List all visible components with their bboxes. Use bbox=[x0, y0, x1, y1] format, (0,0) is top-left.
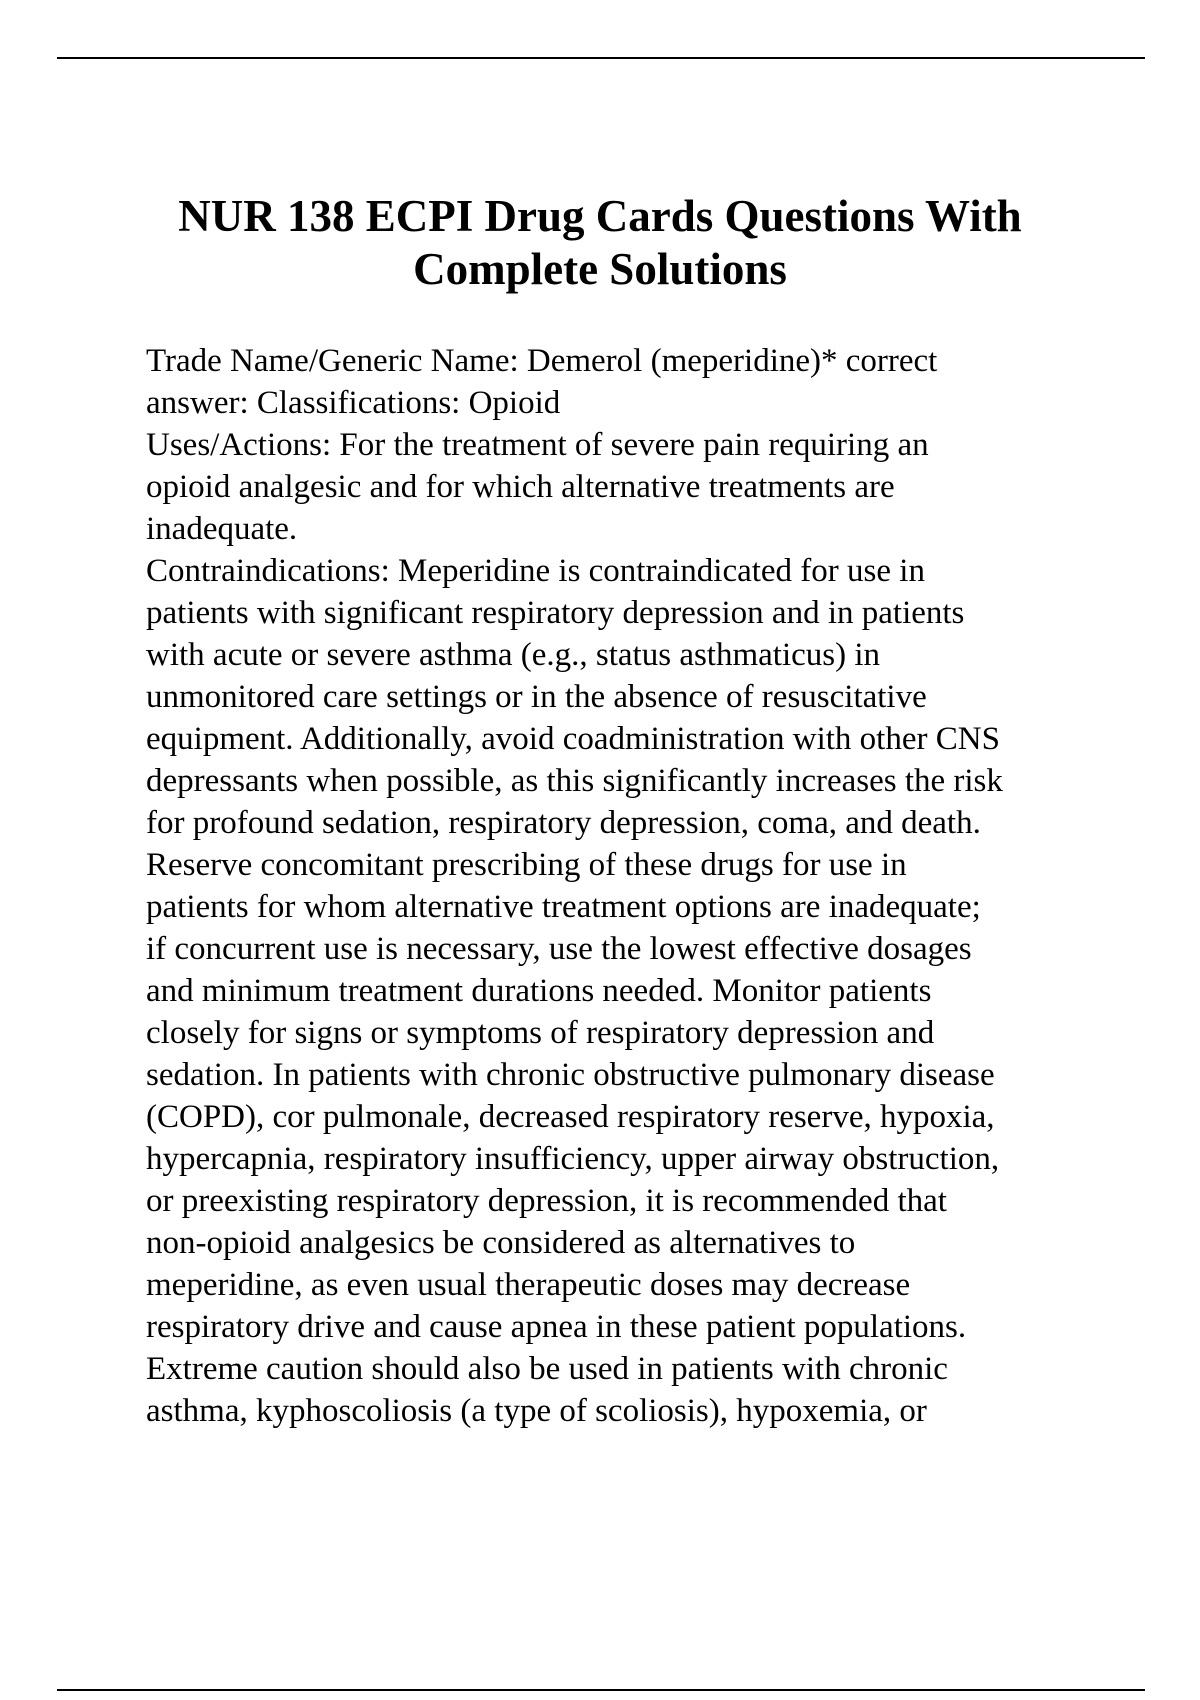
body-line: Trade Name/Generic Name: Demerol (meperidine)* correct bbox=[146, 343, 938, 379]
body-line: Reserve concomitant prescribing of these drugs for use in bbox=[146, 847, 907, 883]
body-line: with acute or severe asthma (e.g., status asthmaticus) in bbox=[146, 637, 881, 673]
body-line: asthma, kyphoscoliosis (a type of scoliosis), hypoxemia, or bbox=[146, 1393, 927, 1429]
body-line: answer: Classifications: Opioid bbox=[146, 385, 561, 421]
body-line: and minimum treatment durations needed. Monitor patients bbox=[146, 973, 932, 1009]
body-line: Contraindications: Meperidine is contraindicated for use in bbox=[146, 553, 925, 589]
body-line: Uses/Actions: For the treatment of severe pain requiring an bbox=[146, 427, 929, 463]
footer-rule bbox=[57, 1689, 1145, 1691]
header-rule bbox=[57, 57, 1145, 59]
body-line: Extreme caution should also be used in patients with chronic bbox=[146, 1351, 948, 1387]
body-line: respiratory drive and cause apnea in these patient populations. bbox=[146, 1309, 967, 1345]
title-line: Complete Solutions bbox=[413, 244, 787, 294]
body-line: meperidine, as even usual therapeutic doses may decrease bbox=[146, 1267, 911, 1303]
document-body bbox=[146, 340, 1096, 1432]
body-line: for profound sedation, respiratory depression, coma, and death. bbox=[146, 805, 981, 841]
body-line: non-opioid analgesics be considered as alternatives to bbox=[146, 1225, 856, 1261]
body-line: closely for signs or symptoms of respiratory depression and bbox=[146, 1015, 935, 1051]
body-line: (COPD), cor pulmonale, decreased respiratory reserve, hypoxia, bbox=[146, 1099, 995, 1135]
body-line: patients with significant respiratory depression and in patients bbox=[146, 595, 965, 631]
body-line: opioid analgesic and for which alternative treatments are bbox=[146, 469, 895, 505]
body-line: hypercapnia, respiratory insufficiency, upper airway obstruction, bbox=[146, 1141, 1000, 1177]
body-line: or preexisting respiratory depression, it is recommended that bbox=[146, 1183, 947, 1219]
title-line: NUR 138 ECPI Drug Cards Questions With bbox=[178, 191, 1022, 241]
document-title bbox=[100, 190, 1100, 296]
body-line: if concurrent use is necessary, use the lowest effective dosages bbox=[146, 931, 972, 967]
body-line: equipment. Additionally, avoid coadministration with other CNS bbox=[146, 721, 1000, 757]
body-line: depressants when possible, as this significantly increases the risk bbox=[146, 763, 1003, 799]
body-line: unmonitored care settings or in the absence of resuscitative bbox=[146, 679, 927, 715]
body-line: patients for whom alternative treatment options are inadequate; bbox=[146, 889, 981, 925]
body-line: inadequate. bbox=[146, 511, 298, 547]
body-line: sedation. In patients with chronic obstructive pulmonary disease bbox=[146, 1057, 995, 1093]
